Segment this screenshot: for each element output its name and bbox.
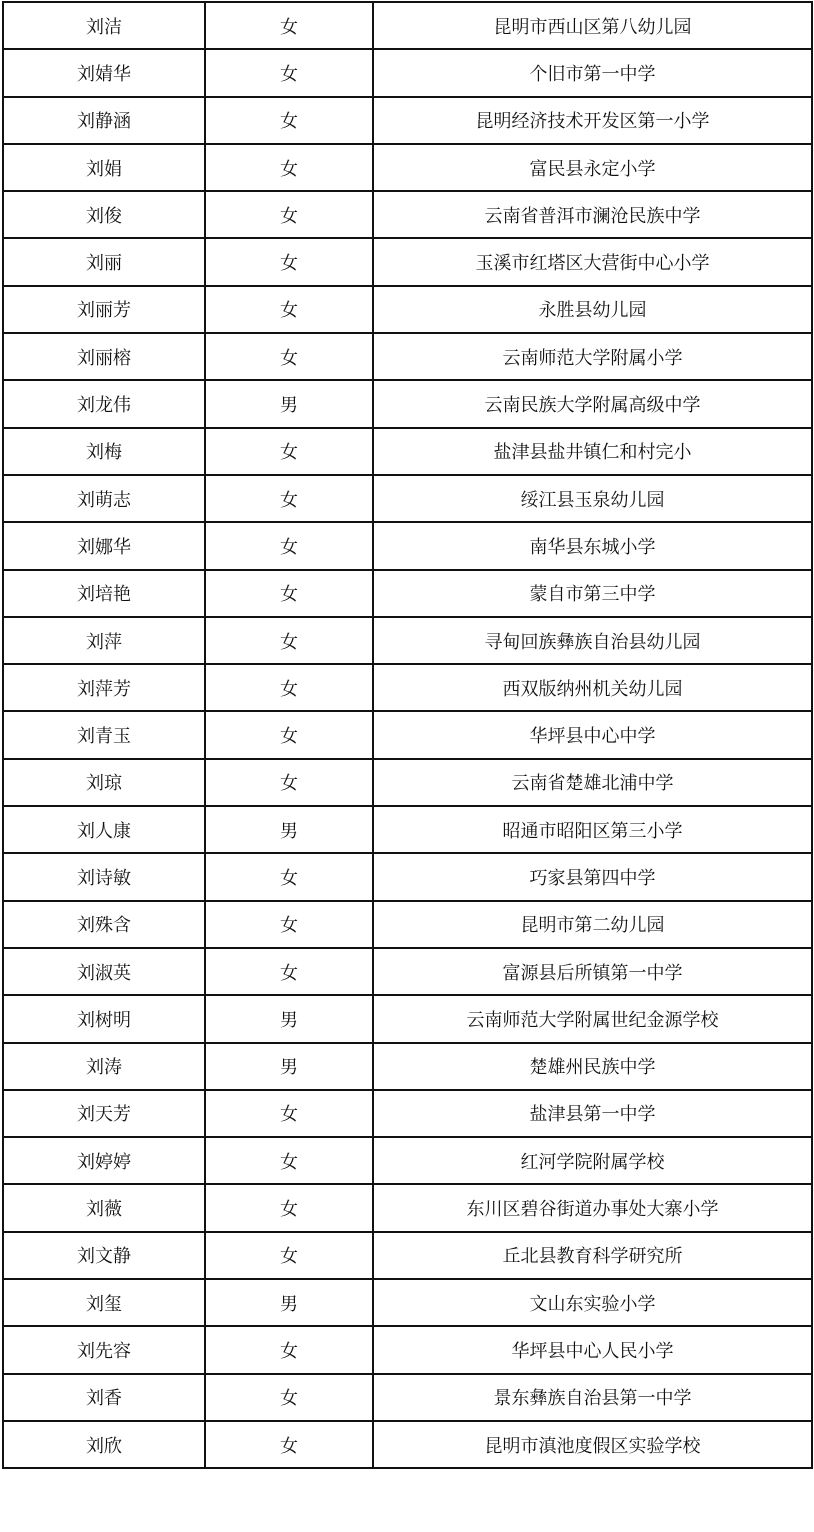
gender-cell: 女 bbox=[205, 49, 373, 96]
name-cell: 刘娟 bbox=[3, 144, 205, 191]
gender-cell: 女 bbox=[205, 1137, 373, 1184]
name-cell: 刘天芳 bbox=[3, 1090, 205, 1137]
table-row bbox=[3, 1421, 812, 1468]
gender-cell: 女 bbox=[205, 333, 373, 380]
gender-cell: 男 bbox=[205, 1279, 373, 1326]
gender-cell: 女 bbox=[205, 570, 373, 617]
table-row bbox=[3, 759, 812, 806]
name-cell: 刘香 bbox=[3, 1374, 205, 1421]
name-cell: 刘洁 bbox=[3, 2, 205, 49]
table-row bbox=[3, 1043, 812, 1090]
school-cell: 个旧市第一中学 bbox=[373, 49, 812, 96]
table-row bbox=[3, 1326, 812, 1373]
gender-cell: 女 bbox=[205, 853, 373, 900]
name-cell: 刘丽 bbox=[3, 238, 205, 285]
name-cell: 刘俊 bbox=[3, 191, 205, 238]
name-cell: 刘薇 bbox=[3, 1184, 205, 1231]
table-row bbox=[3, 995, 812, 1042]
table-row bbox=[3, 191, 812, 238]
school-cell: 巧家县第四中学 bbox=[373, 853, 812, 900]
gender-cell: 女 bbox=[205, 1232, 373, 1279]
gender-cell: 女 bbox=[205, 2, 373, 49]
gender-cell: 男 bbox=[205, 1043, 373, 1090]
table-body bbox=[3, 2, 812, 1468]
gender-cell: 女 bbox=[205, 238, 373, 285]
gender-cell: 男 bbox=[205, 995, 373, 1042]
school-cell: 云南师范大学附属小学 bbox=[373, 333, 812, 380]
school-cell: 西双版纳州机关幼儿园 bbox=[373, 664, 812, 711]
gender-cell: 女 bbox=[205, 711, 373, 758]
name-cell: 刘丽榕 bbox=[3, 333, 205, 380]
school-cell: 楚雄州民族中学 bbox=[373, 1043, 812, 1090]
table-row bbox=[3, 664, 812, 711]
name-cell: 刘青玉 bbox=[3, 711, 205, 758]
table-row bbox=[3, 711, 812, 758]
table-row bbox=[3, 1374, 812, 1421]
school-cell: 盐津县第一中学 bbox=[373, 1090, 812, 1137]
table-row bbox=[3, 617, 812, 664]
gender-cell: 女 bbox=[205, 475, 373, 522]
school-cell: 华坪县中心中学 bbox=[373, 711, 812, 758]
gender-cell: 女 bbox=[205, 1421, 373, 1468]
school-cell: 南华县东城小学 bbox=[373, 522, 812, 569]
school-cell: 寻甸回族彝族自治县幼儿园 bbox=[373, 617, 812, 664]
school-cell: 盐津县盐井镇仁和村完小 bbox=[373, 428, 812, 475]
school-cell: 昆明市西山区第八幼儿园 bbox=[373, 2, 812, 49]
school-cell: 蒙自市第三中学 bbox=[373, 570, 812, 617]
table-row bbox=[3, 2, 812, 49]
name-cell: 刘萍芳 bbox=[3, 664, 205, 711]
name-cell: 刘涛 bbox=[3, 1043, 205, 1090]
name-cell: 刘琼 bbox=[3, 759, 205, 806]
name-cell: 刘诗敏 bbox=[3, 853, 205, 900]
gender-cell: 女 bbox=[205, 948, 373, 995]
name-cell: 刘婷婷 bbox=[3, 1137, 205, 1184]
school-cell: 昆明市滇池度假区实验学校 bbox=[373, 1421, 812, 1468]
school-cell: 玉溪市红塔区大营街中心小学 bbox=[373, 238, 812, 285]
table-row bbox=[3, 286, 812, 333]
school-cell: 绥江县玉泉幼儿园 bbox=[373, 475, 812, 522]
table-row bbox=[3, 428, 812, 475]
gender-cell: 女 bbox=[205, 1326, 373, 1373]
school-cell: 华坪县中心人民小学 bbox=[373, 1326, 812, 1373]
gender-cell: 女 bbox=[205, 1184, 373, 1231]
school-cell: 云南省楚雄北浦中学 bbox=[373, 759, 812, 806]
gender-cell: 女 bbox=[205, 522, 373, 569]
name-cell: 刘梅 bbox=[3, 428, 205, 475]
table-row bbox=[3, 948, 812, 995]
table-row bbox=[3, 97, 812, 144]
gender-cell: 女 bbox=[205, 1090, 373, 1137]
gender-cell: 男 bbox=[205, 806, 373, 853]
gender-cell: 女 bbox=[205, 97, 373, 144]
school-cell: 景东彝族自治县第一中学 bbox=[373, 1374, 812, 1421]
gender-cell: 女 bbox=[205, 191, 373, 238]
school-cell: 永胜县幼儿园 bbox=[373, 286, 812, 333]
gender-cell: 女 bbox=[205, 664, 373, 711]
table-row bbox=[3, 144, 812, 191]
table-row bbox=[3, 1137, 812, 1184]
name-cell: 刘静涵 bbox=[3, 97, 205, 144]
table-row bbox=[3, 333, 812, 380]
school-cell: 昆明市第二幼儿园 bbox=[373, 901, 812, 948]
school-cell: 昆明经济技术开发区第一小学 bbox=[373, 97, 812, 144]
school-cell: 丘北县教育科学研究所 bbox=[373, 1232, 812, 1279]
name-cell: 刘娜华 bbox=[3, 522, 205, 569]
name-cell: 刘人康 bbox=[3, 806, 205, 853]
name-cell: 刘培艳 bbox=[3, 570, 205, 617]
school-cell: 富民县永定小学 bbox=[373, 144, 812, 191]
school-cell: 云南省普洱市澜沧民族中学 bbox=[373, 191, 812, 238]
name-cell: 刘先容 bbox=[3, 1326, 205, 1373]
name-cell: 刘萌志 bbox=[3, 475, 205, 522]
table-row bbox=[3, 1232, 812, 1279]
gender-cell: 女 bbox=[205, 759, 373, 806]
gender-cell: 女 bbox=[205, 617, 373, 664]
school-cell: 昭通市昭阳区第三小学 bbox=[373, 806, 812, 853]
gender-cell: 男 bbox=[205, 380, 373, 427]
table-row bbox=[3, 806, 812, 853]
table-row bbox=[3, 1279, 812, 1326]
table-row bbox=[3, 475, 812, 522]
table-row bbox=[3, 853, 812, 900]
name-cell: 刘淑英 bbox=[3, 948, 205, 995]
table-row bbox=[3, 1184, 812, 1231]
name-cell: 刘丽芳 bbox=[3, 286, 205, 333]
table-row bbox=[3, 49, 812, 96]
name-cell: 刘萍 bbox=[3, 617, 205, 664]
school-cell: 东川区碧谷街道办事处大寨小学 bbox=[373, 1184, 812, 1231]
name-cell: 刘树明 bbox=[3, 995, 205, 1042]
name-cell: 刘龙伟 bbox=[3, 380, 205, 427]
name-cell: 刘婧华 bbox=[3, 49, 205, 96]
school-cell: 云南民族大学附属高级中学 bbox=[373, 380, 812, 427]
school-cell: 文山东实验小学 bbox=[373, 1279, 812, 1326]
school-cell: 云南师范大学附属世纪金源学校 bbox=[373, 995, 812, 1042]
gender-cell: 女 bbox=[205, 1374, 373, 1421]
school-cell: 富源县后所镇第一中学 bbox=[373, 948, 812, 995]
table-row bbox=[3, 238, 812, 285]
table-row bbox=[3, 570, 812, 617]
table-row bbox=[3, 1090, 812, 1137]
gender-cell: 女 bbox=[205, 144, 373, 191]
gender-cell: 女 bbox=[205, 286, 373, 333]
gender-cell: 女 bbox=[205, 428, 373, 475]
name-cell: 刘玺 bbox=[3, 1279, 205, 1326]
name-cell: 刘文静 bbox=[3, 1232, 205, 1279]
table-row bbox=[3, 901, 812, 948]
table-row bbox=[3, 380, 812, 427]
table-row bbox=[3, 522, 812, 569]
school-cell: 红河学院附属学校 bbox=[373, 1137, 812, 1184]
name-cell: 刘欣 bbox=[3, 1421, 205, 1468]
gender-cell: 女 bbox=[205, 901, 373, 948]
teacher-list-table bbox=[2, 1, 813, 1469]
name-cell: 刘殊含 bbox=[3, 901, 205, 948]
